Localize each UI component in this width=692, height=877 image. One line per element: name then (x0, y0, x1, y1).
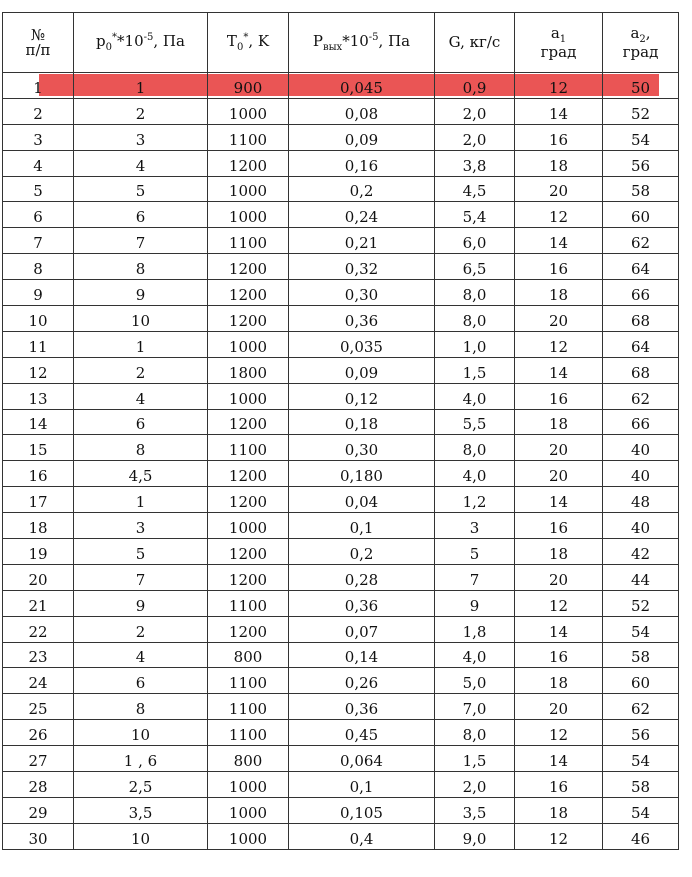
header-pvyh-base: P (312, 31, 323, 50)
a2-value-cell: 56 (603, 720, 679, 746)
header-p0-sup: * (112, 31, 118, 43)
a2-value-cell: 58 (603, 642, 679, 668)
header-p0-unit: , Па (153, 31, 185, 50)
t0-value-cell: 1100 (208, 124, 289, 150)
g-value-cell: 8,0 (435, 720, 515, 746)
header-number-sign: № (30, 25, 46, 44)
table-row (3, 513, 679, 539)
table-row (3, 331, 679, 357)
table-row (3, 746, 679, 772)
header-p0-exp: -5 (143, 31, 154, 43)
a1-value-cell: 18 (515, 150, 603, 176)
header-row (3, 13, 679, 73)
pvyh-value-cell: 0,08 (289, 98, 435, 124)
a1-value-cell: 12 (515, 331, 603, 357)
table-row (3, 590, 679, 616)
pvyh-value-cell: 0,45 (289, 720, 435, 746)
header-a2-base: a (630, 23, 640, 42)
t0-value-cell: 800 (208, 642, 289, 668)
a1-value-cell: 14 (515, 616, 603, 642)
a1-value-cell: 16 (515, 642, 603, 668)
a2-value-cell: 40 (603, 513, 679, 539)
t0-value-cell: 1100 (208, 720, 289, 746)
t0-value-cell: 1200 (208, 487, 289, 513)
table-row (3, 539, 679, 565)
a1-value-cell: 16 (515, 383, 603, 409)
table-row (3, 823, 679, 849)
a1-value-cell: 18 (515, 280, 603, 306)
header-a2-unit: град (622, 42, 659, 61)
t0-value-cell: 1200 (208, 616, 289, 642)
row-number-cell: 11 (3, 331, 74, 357)
t0-value-cell: 1000 (208, 383, 289, 409)
a2-value-cell: 52 (603, 98, 679, 124)
a2-value-cell: 42 (603, 539, 679, 565)
p0-value-cell: 1 (74, 487, 208, 513)
row-number-cell: 9 (3, 280, 74, 306)
a1-value-cell: 14 (515, 746, 603, 772)
header-a2-sub: 2 (639, 33, 646, 45)
row-number-cell: 15 (3, 435, 74, 461)
pvyh-value-cell: 0,18 (289, 409, 435, 435)
table-body (3, 73, 679, 850)
g-value-cell: 3,8 (435, 150, 515, 176)
pvyh-value-cell: 0,12 (289, 383, 435, 409)
t0-value-cell: 900 (208, 73, 289, 99)
pvyh-value-cell: 0,07 (289, 616, 435, 642)
t0-value-cell: 1200 (208, 280, 289, 306)
a2-value-cell: 62 (603, 383, 679, 409)
p0-value-cell: 2 (74, 616, 208, 642)
g-value-cell: 5 (435, 539, 515, 565)
table-row (3, 409, 679, 435)
g-value-cell: 5,4 (435, 202, 515, 228)
t0-value-cell: 1100 (208, 668, 289, 694)
a1-value-cell: 20 (515, 435, 603, 461)
pvyh-value-cell: 0,30 (289, 280, 435, 306)
table-row (3, 124, 679, 150)
t0-value-cell: 1100 (208, 228, 289, 254)
a2-value-cell: 44 (603, 564, 679, 590)
table-row (3, 487, 679, 513)
t0-value-cell: 1200 (208, 150, 289, 176)
g-value-cell: 1,2 (435, 487, 515, 513)
pvyh-value-cell: 0,32 (289, 254, 435, 280)
a2-value-cell: 66 (603, 280, 679, 306)
header-t0-sub: 0 (236, 41, 244, 53)
header-a2-comma: , (645, 23, 651, 42)
row-number-cell: 5 (3, 176, 74, 202)
row-number-cell: 17 (3, 487, 74, 513)
g-value-cell: 1,5 (435, 746, 515, 772)
g-value-cell: 4,0 (435, 642, 515, 668)
pvyh-value-cell: 0,16 (289, 150, 435, 176)
table-row (3, 720, 679, 746)
p0-value-cell: 2 (74, 357, 208, 383)
a2-value-cell: 68 (603, 357, 679, 383)
row-number-cell: 13 (3, 383, 74, 409)
header-a2 (603, 13, 679, 73)
g-value-cell: 1,5 (435, 357, 515, 383)
a1-value-cell: 20 (515, 461, 603, 487)
g-value-cell: 0,9 (435, 73, 515, 99)
t0-value-cell: 1000 (208, 331, 289, 357)
a1-value-cell: 12 (515, 823, 603, 849)
a1-value-cell: 14 (515, 98, 603, 124)
p0-value-cell: 4 (74, 150, 208, 176)
a1-value-cell: 16 (515, 772, 603, 798)
a2-value-cell: 54 (603, 124, 679, 150)
p0-value-cell: 10 (74, 306, 208, 332)
p0-value-cell: 3,5 (74, 797, 208, 823)
table-row (3, 772, 679, 798)
a2-value-cell: 48 (603, 487, 679, 513)
g-value-cell: 5,5 (435, 409, 515, 435)
t0-value-cell: 1200 (208, 306, 289, 332)
a1-value-cell: 20 (515, 564, 603, 590)
row-number-cell: 27 (3, 746, 74, 772)
a2-value-cell: 50 (603, 73, 679, 99)
header-p0-sub: 0 (105, 41, 113, 53)
p0-value-cell: 8 (74, 254, 208, 280)
a2-value-cell: 64 (603, 331, 679, 357)
table-row (3, 564, 679, 590)
a1-value-cell: 16 (515, 124, 603, 150)
pvyh-value-cell: 0,21 (289, 228, 435, 254)
pvyh-value-cell: 0,2 (289, 176, 435, 202)
t0-value-cell: 1100 (208, 694, 289, 720)
t0-value-cell: 1000 (208, 772, 289, 798)
row-number-cell: 26 (3, 720, 74, 746)
pvyh-value-cell: 0,36 (289, 590, 435, 616)
t0-value-cell: 1000 (208, 202, 289, 228)
table-row (3, 694, 679, 720)
p0-value-cell: 5 (74, 176, 208, 202)
g-value-cell: 7,0 (435, 694, 515, 720)
a1-value-cell: 18 (515, 539, 603, 565)
a2-value-cell: 62 (603, 694, 679, 720)
header-a1 (515, 13, 603, 73)
row-number-cell: 16 (3, 461, 74, 487)
pvyh-value-cell: 0,36 (289, 694, 435, 720)
g-value-cell: 8,0 (435, 435, 515, 461)
row-number-cell: 8 (3, 254, 74, 280)
a2-value-cell: 40 (603, 461, 679, 487)
a2-value-cell: 58 (603, 176, 679, 202)
header-pvyh-exp: -5 (368, 31, 379, 43)
pvyh-value-cell: 0,24 (289, 202, 435, 228)
header-pvyh-mid: *10 (342, 31, 369, 50)
row-number-cell: 6 (3, 202, 74, 228)
a1-value-cell: 14 (515, 357, 603, 383)
g-value-cell: 9,0 (435, 823, 515, 849)
row-number-cell: 18 (3, 513, 74, 539)
pvyh-value-cell: 0,045 (289, 73, 435, 99)
p0-value-cell: 1 (74, 331, 208, 357)
table-row (3, 616, 679, 642)
a2-value-cell: 68 (603, 306, 679, 332)
t0-value-cell: 1000 (208, 823, 289, 849)
g-value-cell: 8,0 (435, 306, 515, 332)
g-value-cell: 2,0 (435, 772, 515, 798)
row-number-cell: 19 (3, 539, 74, 565)
a1-value-cell: 12 (515, 590, 603, 616)
row-number-cell: 25 (3, 694, 74, 720)
row-number-cell: 3 (3, 124, 74, 150)
a2-value-cell: 60 (603, 668, 679, 694)
row-number-cell: 20 (3, 564, 74, 590)
t0-value-cell: 1800 (208, 357, 289, 383)
table-row (3, 73, 679, 99)
t0-value-cell: 1200 (208, 539, 289, 565)
header-p0-mid: *10 (117, 31, 144, 50)
table-row (3, 642, 679, 668)
header-t0 (208, 13, 289, 73)
table-row (3, 202, 679, 228)
g-value-cell: 2,0 (435, 98, 515, 124)
g-value-cell: 9 (435, 590, 515, 616)
row-number-cell: 12 (3, 357, 74, 383)
header-pp-label: п/п (25, 40, 51, 59)
a2-value-cell: 58 (603, 772, 679, 798)
p0-value-cell: 10 (74, 823, 208, 849)
pvyh-value-cell: 0,1 (289, 513, 435, 539)
g-value-cell: 5,0 (435, 668, 515, 694)
g-value-cell: 4,5 (435, 176, 515, 202)
row-number-cell: 10 (3, 306, 74, 332)
a2-value-cell: 54 (603, 616, 679, 642)
p0-value-cell: 4 (74, 642, 208, 668)
a1-value-cell: 12 (515, 202, 603, 228)
t0-value-cell: 1200 (208, 564, 289, 590)
pvyh-value-cell: 0,035 (289, 331, 435, 357)
g-value-cell: 3,5 (435, 797, 515, 823)
pvyh-value-cell: 0,4 (289, 823, 435, 849)
a1-value-cell: 12 (515, 720, 603, 746)
table-row (3, 668, 679, 694)
table-row (3, 280, 679, 306)
row-number-cell: 21 (3, 590, 74, 616)
g-value-cell: 4,0 (435, 383, 515, 409)
p0-value-cell: 9 (74, 280, 208, 306)
t0-value-cell: 1200 (208, 461, 289, 487)
p0-value-cell: 2 (74, 98, 208, 124)
row-number-cell: 14 (3, 409, 74, 435)
p0-value-cell: 5 (74, 539, 208, 565)
row-number-cell: 22 (3, 616, 74, 642)
a1-value-cell: 20 (515, 176, 603, 202)
a2-value-cell: 54 (603, 797, 679, 823)
t0-value-cell: 1100 (208, 435, 289, 461)
p0-value-cell: 8 (74, 694, 208, 720)
header-row-number (3, 13, 74, 73)
a1-value-cell: 16 (515, 254, 603, 280)
header-pvyh-sub: вых (322, 41, 343, 53)
p0-value-cell: 2,5 (74, 772, 208, 798)
row-number-cell: 1 (3, 73, 74, 99)
p0-value-cell: 8 (74, 435, 208, 461)
g-value-cell: 2,0 (435, 124, 515, 150)
header-g (435, 13, 515, 73)
table-row (3, 228, 679, 254)
row-number-cell: 24 (3, 668, 74, 694)
g-value-cell: 6,5 (435, 254, 515, 280)
table-row (3, 797, 679, 823)
pvyh-value-cell: 0,30 (289, 435, 435, 461)
pvyh-value-cell: 0,180 (289, 461, 435, 487)
a1-value-cell: 12 (515, 73, 603, 99)
t0-value-cell: 1000 (208, 513, 289, 539)
header-g-label: G, кг/с (448, 33, 501, 51)
g-value-cell: 7 (435, 564, 515, 590)
a1-value-cell: 16 (515, 513, 603, 539)
a2-value-cell: 64 (603, 254, 679, 280)
data-table (2, 12, 679, 850)
a1-value-cell: 18 (515, 409, 603, 435)
a1-value-cell: 18 (515, 797, 603, 823)
p0-value-cell: 1 , 6 (74, 746, 208, 772)
pvyh-value-cell: 0,09 (289, 357, 435, 383)
a2-value-cell: 60 (603, 202, 679, 228)
header-a1-base: a (550, 23, 560, 42)
table-row (3, 357, 679, 383)
row-number-cell: 30 (3, 823, 74, 849)
pvyh-value-cell: 0,28 (289, 564, 435, 590)
pvyh-value-cell: 0,09 (289, 124, 435, 150)
table-row (3, 461, 679, 487)
a2-value-cell: 56 (603, 150, 679, 176)
g-value-cell: 8,0 (435, 280, 515, 306)
pvyh-value-cell: 0,26 (289, 668, 435, 694)
table-row (3, 383, 679, 409)
a2-value-cell: 40 (603, 435, 679, 461)
a2-value-cell: 66 (603, 409, 679, 435)
g-value-cell: 6,0 (435, 228, 515, 254)
pvyh-value-cell: 0,064 (289, 746, 435, 772)
row-number-cell: 28 (3, 772, 74, 798)
pvyh-value-cell: 0,105 (289, 797, 435, 823)
a1-value-cell: 14 (515, 228, 603, 254)
header-t0-sup: * (243, 31, 249, 43)
p0-value-cell: 3 (74, 513, 208, 539)
row-number-cell: 7 (3, 228, 74, 254)
pvyh-value-cell: 0,1 (289, 772, 435, 798)
pvyh-value-cell: 0,14 (289, 642, 435, 668)
header-t0-unit: , K (248, 31, 270, 50)
t0-value-cell: 1000 (208, 98, 289, 124)
g-value-cell: 4,0 (435, 461, 515, 487)
header-p0-base: p (96, 31, 106, 50)
t0-value-cell: 1000 (208, 797, 289, 823)
pvyh-value-cell: 0,2 (289, 539, 435, 565)
a1-value-cell: 20 (515, 694, 603, 720)
header-a1-sub: 1 (559, 33, 567, 45)
pvyh-value-cell: 0,36 (289, 306, 435, 332)
t0-value-cell: 1200 (208, 409, 289, 435)
a1-value-cell: 18 (515, 668, 603, 694)
p0-value-cell: 7 (74, 564, 208, 590)
table-row (3, 254, 679, 280)
p0-value-cell: 6 (74, 409, 208, 435)
g-value-cell: 1,0 (435, 331, 515, 357)
header-pvyh-unit: , Па (378, 31, 411, 50)
p0-value-cell: 1 (74, 73, 208, 99)
pvyh-value-cell: 0,04 (289, 487, 435, 513)
a2-value-cell: 52 (603, 590, 679, 616)
p0-value-cell: 3 (74, 124, 208, 150)
t0-value-cell: 800 (208, 746, 289, 772)
a2-value-cell: 54 (603, 746, 679, 772)
a2-value-cell: 62 (603, 228, 679, 254)
p0-value-cell: 6 (74, 202, 208, 228)
g-value-cell: 1,8 (435, 616, 515, 642)
header-pvyh (289, 13, 435, 73)
p0-value-cell: 9 (74, 590, 208, 616)
table-row (3, 435, 679, 461)
header-a1-unit: град (540, 42, 577, 61)
p0-value-cell: 4,5 (74, 461, 208, 487)
table-row (3, 306, 679, 332)
row-number-cell: 4 (3, 150, 74, 176)
t0-value-cell: 1200 (208, 254, 289, 280)
p0-value-cell: 7 (74, 228, 208, 254)
p0-value-cell: 10 (74, 720, 208, 746)
a1-value-cell: 20 (515, 306, 603, 332)
row-number-cell: 23 (3, 642, 74, 668)
table-row (3, 150, 679, 176)
t0-value-cell: 1100 (208, 590, 289, 616)
row-number-cell: 29 (3, 797, 74, 823)
table-row (3, 176, 679, 202)
g-value-cell: 3 (435, 513, 515, 539)
p0-value-cell: 6 (74, 668, 208, 694)
a2-value-cell: 46 (603, 823, 679, 849)
t0-value-cell: 1000 (208, 176, 289, 202)
a1-value-cell: 14 (515, 487, 603, 513)
row-number-cell: 2 (3, 98, 74, 124)
table-row (3, 98, 679, 124)
header-t0-base: T (226, 31, 237, 50)
p0-value-cell: 4 (74, 383, 208, 409)
header-p0 (74, 13, 208, 73)
